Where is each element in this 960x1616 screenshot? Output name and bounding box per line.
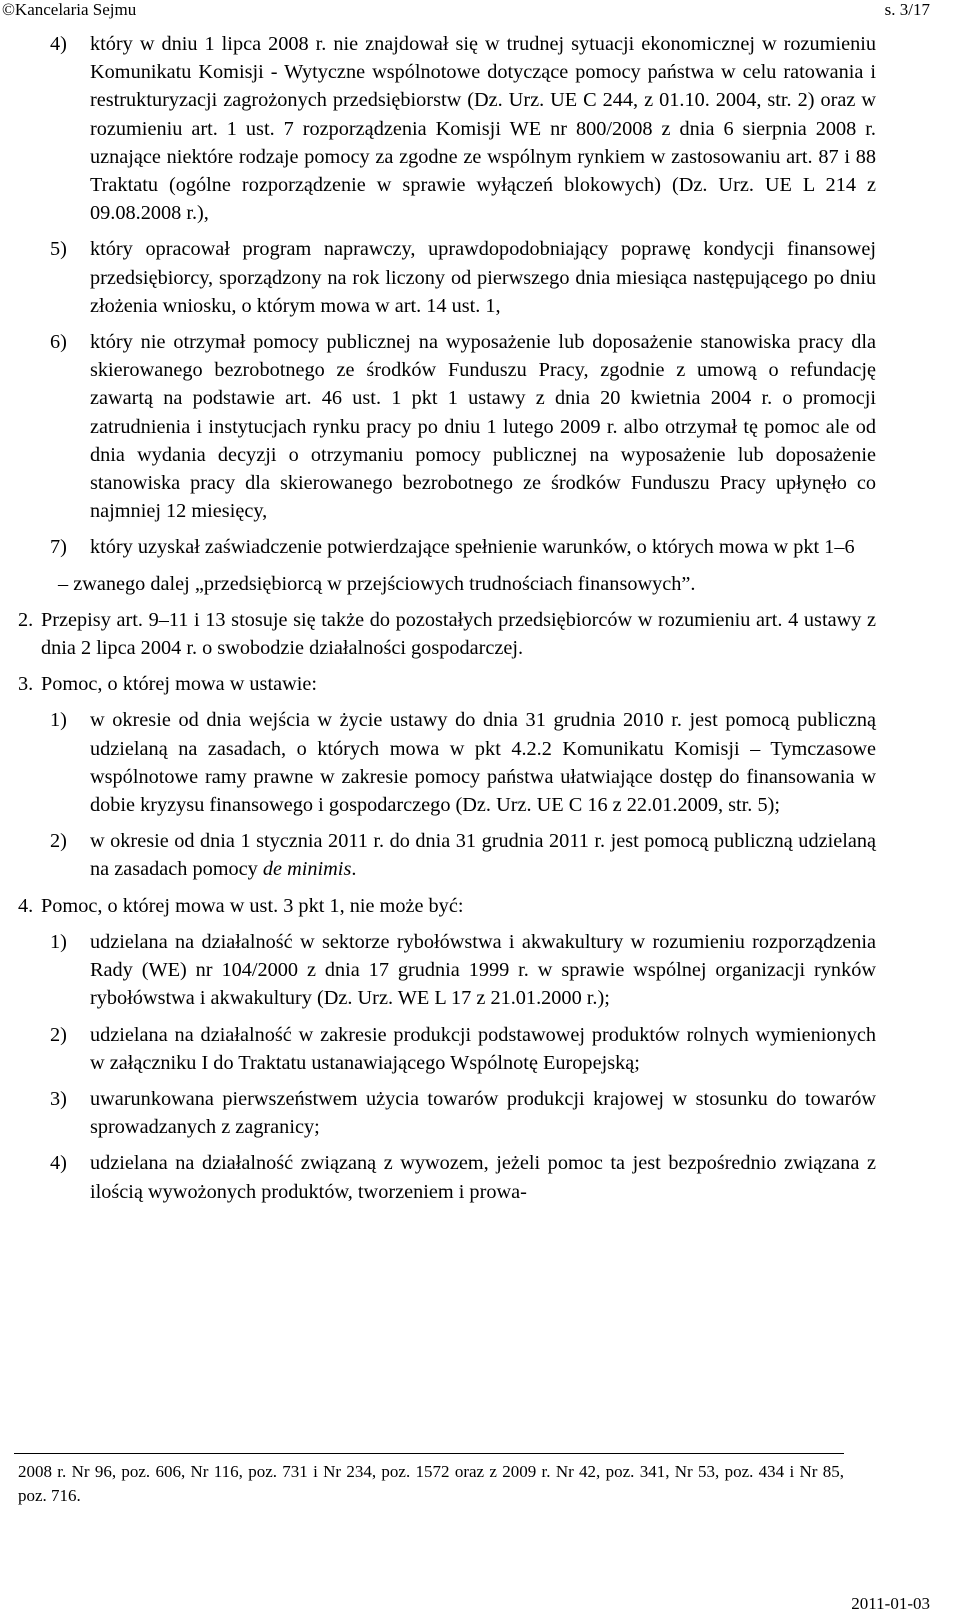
footer-date: 2011-01-03 — [851, 1594, 930, 1613]
list-item-4 — [18, 30, 876, 227]
list-text: w okresie od dnia wejścia w życie ustawy do dnia 31 grudnia 2010 r. jest pomocą publiczną udzielaną na zasadach, o których mowa w pkt 4.2.2 Komunikatu Komisji – Tymczasowe wspólnotowe ramy prawne w zakresie pomocy państwa ułatwiające dostęp do finansowania w dobie kryzysu finansowego i gospodarczego (Dz. Urz. UE C 16 z 22.01.2009, str. 5); — [90, 709, 876, 817]
list-text: który w dniu 1 lipca 2008 r. nie znajdował się w trudnej sytuacji ekonomicznej w rozumieniu Komunikatu Komisji - Wytyczne wspólnotowe dotyczące pomocy państwa w celu ratowania i restrukturyzacji zagrożonych przedsiębiorstw (Dz. Urz. UE C 244, z 01.10. 2004, str. 2) oraz w rozumieniu art. 1 ust. 7 rozporządzenia Komisji WE nr 800/2008 z dnia 6 sierpnia 2008 r. uznające niektóre rodzaje pomocy za zgodne ze wspólnym rynkiem w zastosowaniu art. 87 i 88 Traktatu (ogólne rozporządzenie w sprawie wyłączeń blokowych) (Dz. Urz. UE L 214 z 09.08.2008 r.), — [90, 33, 876, 225]
list-number: 1) — [50, 930, 67, 953]
closing-clause: – zwanego dalej „przedsiębiorcą w przejściowych trudnościach finansowych”. — [58, 572, 696, 595]
paragraph-4-item-1 — [18, 928, 876, 1013]
paragraph-4 — [18, 892, 876, 920]
list-number: 7) — [50, 536, 67, 559]
paragraph-number: 3. — [18, 673, 34, 696]
list-number: 2) — [50, 830, 67, 853]
list-item-5 — [18, 235, 876, 320]
list-text: który uzyskał zaświadczenie potwierdzające spełnienie warunków, o których mowa w pkt 1–6 — [90, 536, 855, 559]
paragraph-text: Przepisy art. 9–11 i 13 stosuje się także do pozostałych przedsiębiorców w rozumieniu art. 4 ustawy z dnia 2 lipca 2004 r. o swobodzie działalności gospodarczej. — [41, 608, 876, 660]
paragraph-4-item-2 — [18, 1021, 876, 1077]
list-item-6 — [18, 328, 876, 525]
paragraph-4-item-4 — [18, 1149, 876, 1205]
paragraph-4-item-3 — [18, 1085, 876, 1141]
list-number: 5) — [50, 238, 67, 261]
list-item-7 — [18, 533, 876, 561]
paragraph-2 — [18, 606, 876, 662]
paragraph-number: 2. — [18, 608, 34, 631]
page-number: s. 3/17 — [884, 0, 930, 19]
list-text: który opracował program naprawczy, uprawdopodobniający poprawę kondycji finansowej przedsiębiorcy, sporządzony na rok liczony od pierwszego dnia miesiąca następującego po dniu złożenia wniosku, o którym mowa w art. 14 ust. 1, — [90, 238, 876, 317]
list-text-tail: . — [351, 858, 357, 881]
list-text: w okresie od dnia 1 stycznia 2011 r. do dnia 31 grudnia 2011 r. jest pomocą publiczną udzielaną na zasadach pomocy — [90, 830, 876, 881]
paragraph-3 — [18, 670, 876, 698]
footnote-separator — [14, 1453, 844, 1454]
paragraph-text: Pomoc, o której mowa w ust. 3 pkt 1, nie może być: — [41, 894, 464, 917]
document-body — [18, 30, 876, 1206]
header-copyright: ©Kancelaria Sejmu — [2, 0, 137, 19]
list-text: udzielana na działalność w zakresie produkcji podstawowej produktów rolnych wymienionych w załączniku I do Traktatu ustanawiającego Wspólnotę Europejską; — [90, 1023, 876, 1074]
list-number: 1) — [50, 709, 67, 732]
list-text: uwarunkowana pierwszeństwem użycia towarów produkcji krajowej w stosunku do towarów sprowadzanych z zagranicy; — [90, 1087, 876, 1139]
list-number: 6) — [50, 331, 67, 354]
paragraph-3-item-2 — [18, 827, 876, 883]
list-number: 2) — [50, 1023, 67, 1046]
list-text: udzielana na działalność w sektorze rybołówstwa i akwakultury w rozumieniu rozporządzenia Rady (WE) nr 104/2000 z dnia 17 grudnia 1999 r. w sprawie wspólnej organizacji rynków rybołówstwa i akwakultury (Dz. Urz. WE L 17 z 21.01.2000 r.); — [90, 930, 876, 1010]
list-number: 4) — [50, 33, 67, 55]
latin-term: de minimis — [262, 858, 352, 881]
list-text: udzielana na działalność związaną z wywozem, jeżeli pomoc ta jest bezpośrednio związana z ilością wywożonych produktów, tworzeniem i prowa- — [90, 1152, 876, 1203]
paragraph-3-item-1 — [18, 706, 876, 819]
footnote: 2008 r. Nr 96, poz. 606, Nr 116, poz. 731 i Nr 234, poz. 1572 oraz z 2009 r. Nr 42, poz. 341, Nr 53, poz. 434 i Nr 85, poz. 716. — [18, 1462, 844, 1505]
list-text: który nie otrzymał pomocy publicznej na wyposażenie lub doposażenie stanowiska pracy dla skierowanego bezrobotnego ze środków Funduszu Pracy, zgodnie z umową o refundację zawartą na podstawie art. 46 ust. 1 pkt 1 ustawy z dnia 20 kwietnia 2004 r. o promocji zatrudnienia i instytucjach rynku pracy po dniu 1 lutego 2009 r. albo otrzymał tę pomoc ale od dnia wydania decyzji o otrzymaniu pomocy publicznej na wyposażenie lub doposażenie stanowiska pracy dla skierowanego bezrobotnego ze środków Funduszu Pracy upłynęło co najmniej 12 miesięcy, — [90, 331, 876, 523]
list-number: 4) — [50, 1152, 67, 1175]
paragraph-number: 4. — [18, 894, 34, 917]
list-number: 3) — [50, 1087, 67, 1110]
paragraph-text: Pomoc, o której mowa w ustawie: — [41, 673, 318, 696]
